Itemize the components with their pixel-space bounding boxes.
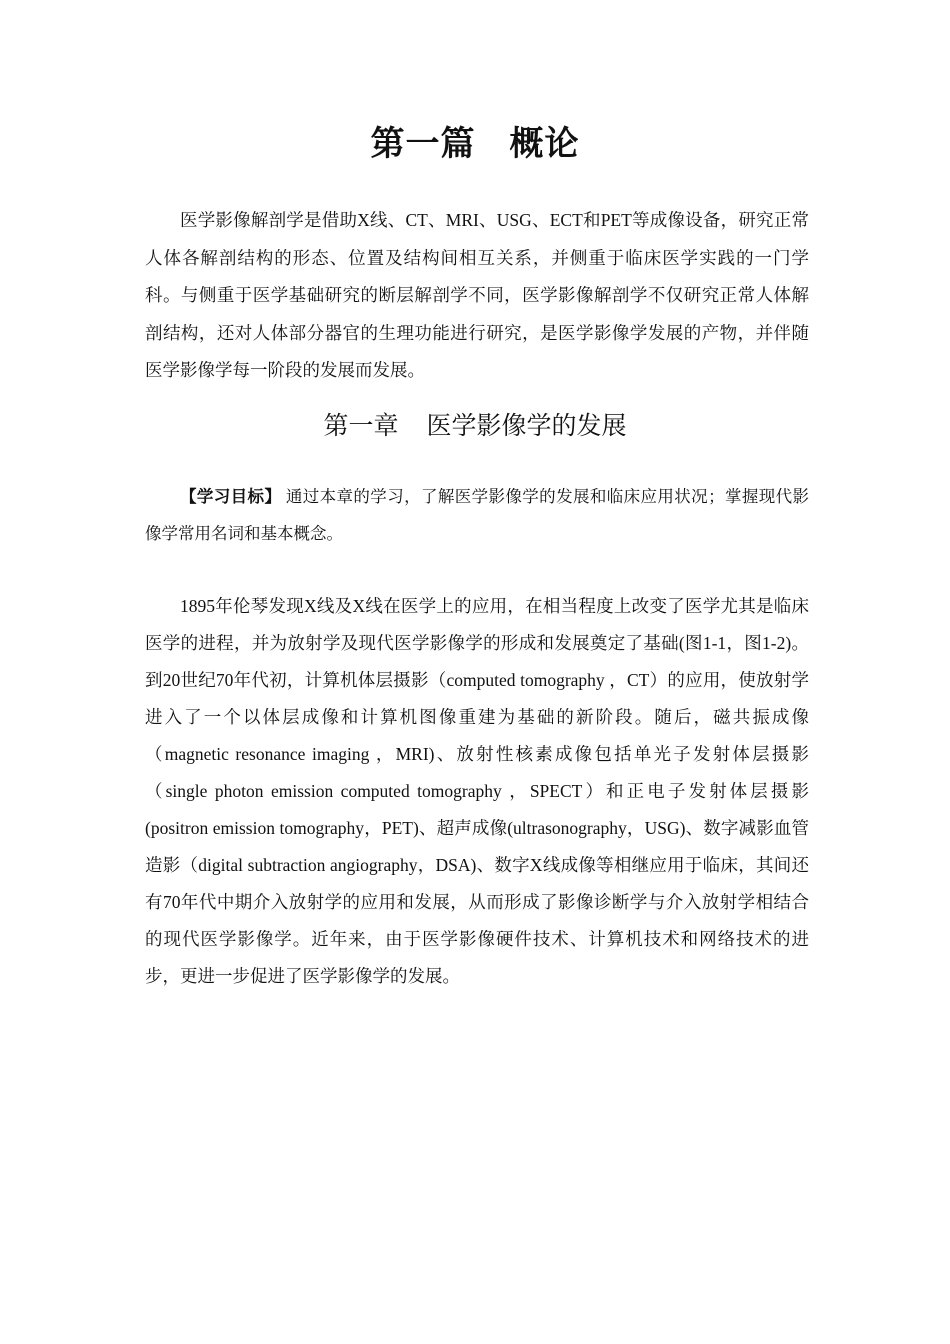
- main-paragraph: 1895年伦琴发现X线及X线在医学上的应用，在相当程度上改变了医学尤其是临床医学的进程，并为放射学及现代医学影像学的形成和发展奠定了基础(图1-1，图1-2)。到20世纪70年代初，计算机体层摄影（computed tomography ，CT）的应用，使放射学进入了一个以体层成像和计算机图像重建为基础的新阶段。随后，磁共振成像（magnetic resonance imaging ，MRI)、放射性核素成像包括单光子发射体层摄影（single photon emission computed tomography ，SPECT）和正电子发射体层摄影(positron emission tomography，PET)、超声成像(ultrasonography，USG)、数字减影血管造影（digital subtraction angiography，DSA)、数字X线成像等相继应用于临床，其间还有70年代中期介入放射学的应用和发展，从而形成了影像诊断学与介入放射学相结合的现代医学影像学。近年来，由于医学影像硬件技术、计算机技术和网络技术的进步，更进一步促进了医学影像学的发展。: [145, 596, 809, 986]
- learning-objectives-label: 【学习目标】: [180, 487, 282, 506]
- part-name: 概论: [509, 124, 580, 164]
- chapter-name: 医学影像学的发展: [426, 411, 627, 440]
- chapter-title: [0, 404, 950, 448]
- learning-objectives: [145, 478, 809, 552]
- learning-objectives-text: 通过本章的学习，了解医学影像学的发展和临床应用状况；掌握现代影像学常用名词和基本概念。: [145, 487, 810, 543]
- part-title: [0, 118, 950, 170]
- part-number: 第一篇: [370, 124, 476, 164]
- intro-paragraph: 医学影像解剖学是借助X线、CT、MRI、USG、ECT和PET等成像设备，研究正常人体各解剖结构的形态、位置及结构间相互关系，并侧重于临床医学实践的一门学科。与侧重于医学基础研究的断层解剖学不同，医学影像解剖学不仅研究正常人体解剖结构，还对人体部分器官的生理功能进行研究，是医学影像学发展的产物，并伴随医学影像学每一阶段的发展而发展。: [145, 210, 809, 380]
- chapter-number: 第一章: [323, 411, 399, 440]
